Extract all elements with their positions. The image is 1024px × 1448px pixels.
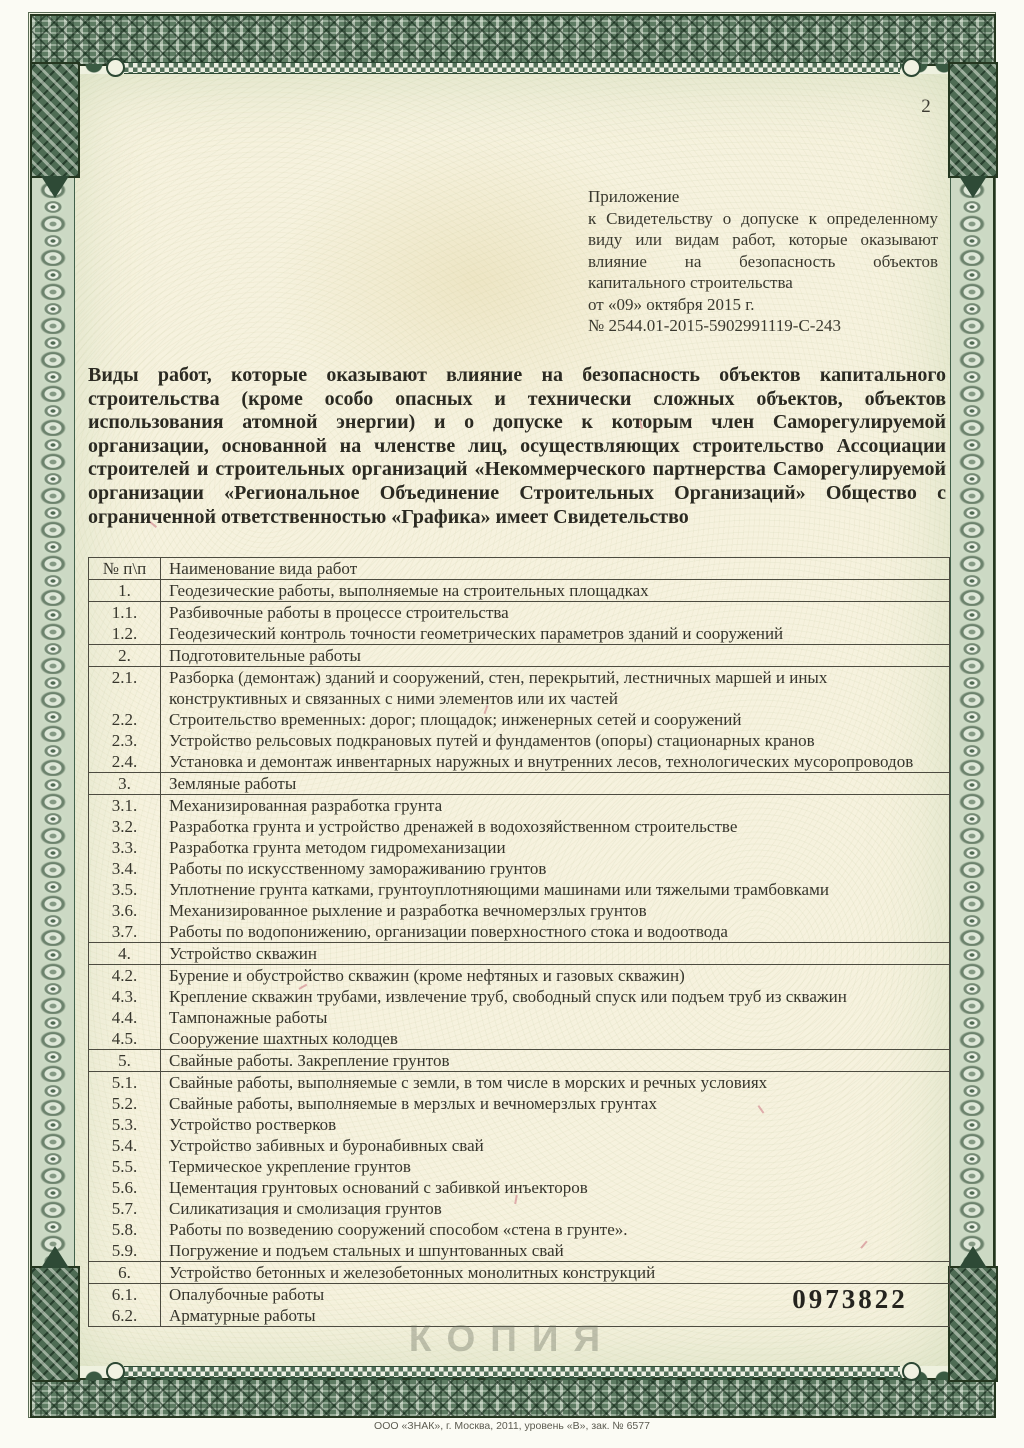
row-number: 2.3. <box>89 730 161 751</box>
row-label: Устройство забивных и буронабивных свай <box>161 1135 950 1156</box>
table-row <box>89 1028 950 1050</box>
annex-title: Приложение <box>588 187 680 206</box>
checkered-ribbon-top <box>124 62 900 74</box>
row-label: Строительство временных: дорог; площадок; инженерных сетей и сооружений <box>161 709 950 730</box>
table-row <box>89 900 950 921</box>
table-row <box>89 879 950 900</box>
row-number: 2.4. <box>89 751 161 773</box>
row-number: 6. <box>89 1262 161 1284</box>
row-number: 3.3. <box>89 837 161 858</box>
row-number: 2.1. <box>89 667 161 710</box>
table-row <box>89 816 950 837</box>
table-row <box>89 667 950 710</box>
copy-watermark: КОПИЯ <box>408 1318 616 1359</box>
table-row <box>89 1114 950 1135</box>
row-label: Сооружение шахтных колодцев <box>161 1028 950 1050</box>
row-label: Работы по возведению сооружений способом «стена в грунте». <box>161 1219 950 1240</box>
table-header-row <box>89 558 950 580</box>
table-row <box>89 1156 950 1177</box>
row-number: 5.5. <box>89 1156 161 1177</box>
row-label: Геодезические работы, выполняемые на строительных площадках <box>161 580 950 602</box>
table-row <box>89 965 950 987</box>
table-row <box>89 795 950 817</box>
table-row <box>89 1093 950 1114</box>
row-label: Крепление скважин трубами, извлечение труб, свободный спуск или подъем труб из скважин <box>161 986 950 1007</box>
row-label: Термическое укрепление грунтов <box>161 1156 950 1177</box>
row-number: 6.2. <box>89 1305 161 1327</box>
row-label: Механизированная разработка грунта <box>161 795 950 817</box>
table-row <box>89 1072 950 1094</box>
table-row <box>89 837 950 858</box>
table-row <box>89 645 950 667</box>
row-number: 3.5. <box>89 879 161 900</box>
row-number: 3. <box>89 773 161 795</box>
row-number: 3.6. <box>89 900 161 921</box>
row-number: 5.1. <box>89 1072 161 1094</box>
intro-paragraph: Виды работ, которые оказывают влияние на безопасность объектов капитального строительства (кроме особо опасных и технически сложных объектов, объектов использования атомной энергии) и о допуске к которым член Саморегулируемой организации, основанной на членстве лиц, осуществляющих строительство Ассоциации строителей и строительных организаций «Некоммерческого партнерства Саморегулируемой организации «Региональное Объединение Строительных Организаций» Общество с ограниченной ответственностью «Графика» имеет Свидетельство <box>88 364 946 528</box>
row-number: 5.2. <box>89 1093 161 1114</box>
row-label: Разработка грунта методом гидромеханизации <box>161 837 950 858</box>
annex-header-block <box>588 186 938 337</box>
table-row <box>89 1135 950 1156</box>
row-label: Устройство бетонных и железобетонных монолитных конструкций <box>161 1262 950 1284</box>
row-number: 4.5. <box>89 1028 161 1050</box>
serial-number: 0973822 <box>792 1284 908 1314</box>
row-number: 2. <box>89 645 161 667</box>
printer-imprint: ООО «ЗНАК», г. Москва, 2011, уровень «В», зак. № 6577 <box>374 1420 650 1432</box>
row-label: Работы по искусственному замораживанию грунтов <box>161 858 950 879</box>
scroll-flourish <box>902 58 921 77</box>
table-row <box>89 858 950 879</box>
table-row <box>89 602 950 624</box>
row-label: Работы по водопонижению, организации поверхностного стока и водоотвода <box>161 921 950 943</box>
works-table-body <box>89 580 950 1327</box>
border-band-left <box>30 62 75 1378</box>
row-label: Механизированное рыхление и разработка вечномерзлых грунтов <box>161 900 950 921</box>
table-row <box>89 623 950 645</box>
scroll-flourish <box>106 58 125 77</box>
row-label: Разборка (демонтаж) зданий и сооружений, стен, перекрытий, лестничных маршей и иных конструктивных и связанных с ними элементов или их частей <box>161 667 950 710</box>
row-number: 4.2. <box>89 965 161 987</box>
table-row <box>89 1262 950 1284</box>
row-label: Подготовительные работы <box>161 645 950 667</box>
row-label: Силикатизация и смолизация грунтов <box>161 1198 950 1219</box>
border-band-right <box>950 62 995 1378</box>
row-number: 3.1. <box>89 795 161 817</box>
row-label: Разработка грунта и устройство дренажей в водохозяйственном строительстве <box>161 816 950 837</box>
row-number: 4. <box>89 943 161 965</box>
row-label: Установка и демонтаж инвентарных наружных и внутренних лесов, технологических мусоропроводов <box>161 751 950 773</box>
row-label: Устройство ростверков <box>161 1114 950 1135</box>
row-label: Свайные работы, выполняемые с земли, в том числе в морских и речных условиях <box>161 1072 950 1094</box>
annex-date: от «09» октября 2015 г. <box>588 294 755 314</box>
row-label: Цементация грунтовых оснований с забивкой инъекторов <box>161 1177 950 1198</box>
row-number: 1. <box>89 580 161 602</box>
row-number: 3.7. <box>89 921 161 943</box>
row-label: Устройство скважин <box>161 943 950 965</box>
row-label: Геодезический контроль точности геометрических параметров зданий и сооружений <box>161 623 950 645</box>
row-label: Уплотнение грунта катками, грунтоуплотняющими машинами или тяжелыми трамбовками <box>161 879 950 900</box>
row-number: 5.9. <box>89 1240 161 1262</box>
header-number-col: № п\п <box>89 558 161 580</box>
table-row <box>89 1007 950 1028</box>
table-row <box>89 921 950 943</box>
works-table <box>88 557 950 1327</box>
scroll-flourish <box>106 1362 125 1381</box>
row-label: Тампонажные работы <box>161 1007 950 1028</box>
row-number: 4.4. <box>89 1007 161 1028</box>
row-number: 6.1. <box>89 1284 161 1306</box>
annex-body: к Свидетельству о допуске к определенному виду или видам работ, которые оказывают влияние на безопасность объектов капитального строительства <box>588 208 938 292</box>
row-number: 1.2. <box>89 623 161 645</box>
border-corner-ornament <box>30 1266 80 1382</box>
table-row <box>89 1219 950 1240</box>
row-number: 5.6. <box>89 1177 161 1198</box>
row-number: 5.8. <box>89 1219 161 1240</box>
row-label: Бурение и обустройство скважин (кроме нефтяных и газовых скважин) <box>161 965 950 987</box>
table-row <box>89 773 950 795</box>
border-corner-ornament <box>948 1266 998 1382</box>
row-number: 5. <box>89 1050 161 1072</box>
border-band-bottom <box>30 1378 996 1418</box>
border-corner-ornament <box>948 62 998 178</box>
page-number: 2 <box>921 96 931 117</box>
row-label: Погружение и подъем стальных и шпунтованных свай <box>161 1240 950 1262</box>
table-row <box>89 751 950 773</box>
table-row <box>89 1050 950 1072</box>
row-number: 3.4. <box>89 858 161 879</box>
annex-number: № 2544.01-2015-5902991119-С-243 <box>588 316 841 335</box>
table-row <box>89 1240 950 1262</box>
row-number: 3.2. <box>89 816 161 837</box>
row-number: 4.3. <box>89 986 161 1007</box>
table-row <box>89 1177 950 1198</box>
row-number: 2.2. <box>89 709 161 730</box>
scroll-flourish <box>902 1362 921 1381</box>
checkered-ribbon-bottom <box>124 1366 900 1378</box>
row-number: 5.4. <box>89 1135 161 1156</box>
row-label: Свайные работы, выполняемые в мерзлых и вечномерзлых грунтах <box>161 1093 950 1114</box>
row-number: 5.3. <box>89 1114 161 1135</box>
table-row <box>89 943 950 965</box>
row-number: 1.1. <box>89 602 161 624</box>
header-name-col: Наименование вида работ <box>161 558 950 580</box>
row-label: Устройство рельсовых подкрановых путей и фундаментов (опоры) стационарных кранов <box>161 730 950 751</box>
table-row <box>89 1198 950 1219</box>
table-row <box>89 730 950 751</box>
row-label: Разбивочные работы в процессе строительства <box>161 602 950 624</box>
border-band-top <box>30 14 996 66</box>
row-label: Свайные работы. Закрепление грунтов <box>161 1050 950 1072</box>
row-label: Арматурные работы <box>161 1305 950 1327</box>
table-row <box>89 709 950 730</box>
row-label: Земляные работы <box>161 773 950 795</box>
row-number: 5.7. <box>89 1198 161 1219</box>
table-row <box>89 986 950 1007</box>
row-label: Опалубочные работы <box>161 1284 950 1306</box>
border-corner-ornament <box>30 62 80 178</box>
table-row <box>89 580 950 602</box>
